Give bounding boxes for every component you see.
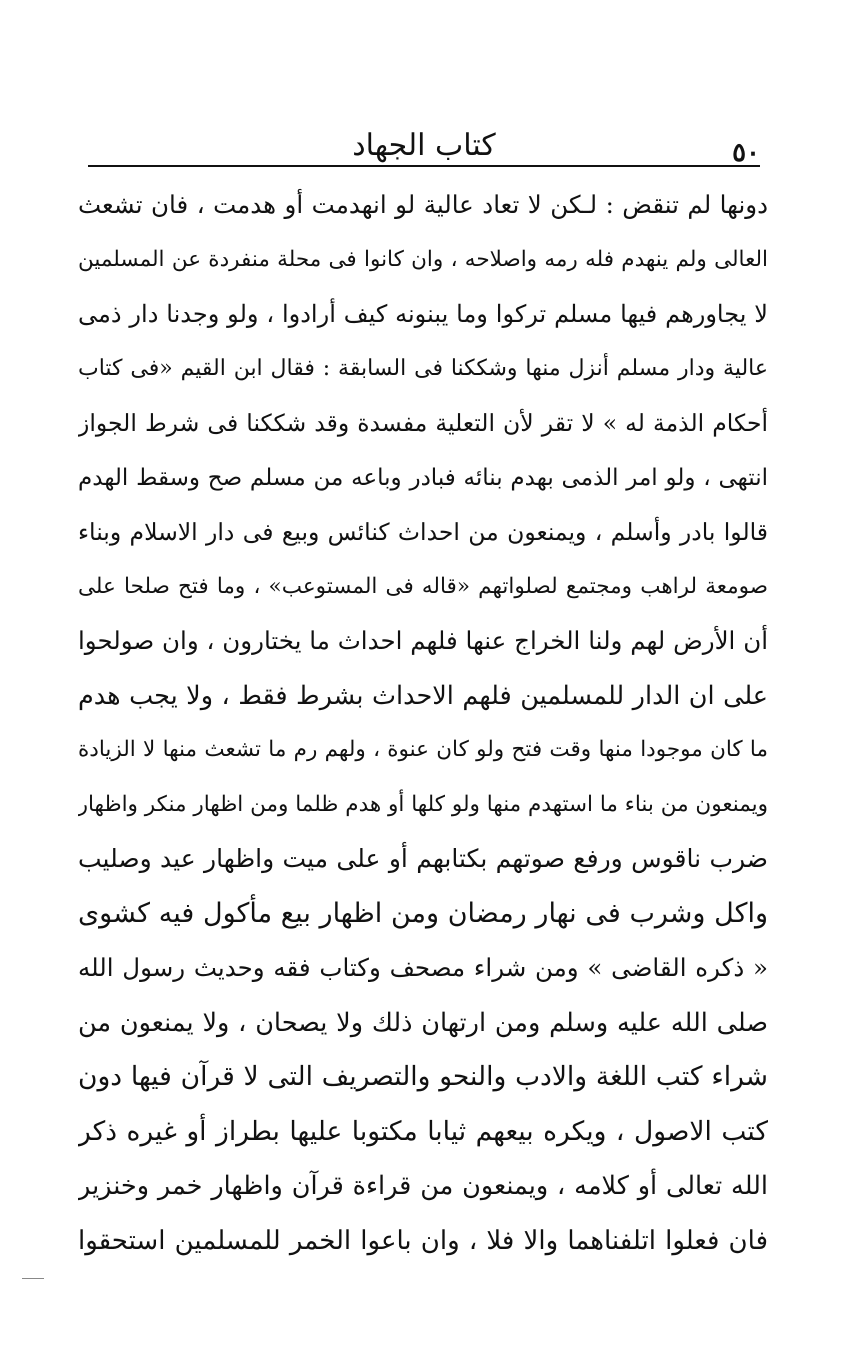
- text-line-11: ما كان موجودا منها وقت فتح ولو كان عنوة ، ولهم رم ما تشعث منها لا الزيادة: [78, 737, 768, 762]
- running-title: كتاب الجهاد: [352, 128, 496, 163]
- text-line-20: فان فعلوا اتلفناهما والا فلا ، وان باعوا الخمر للمسلمين استحقوا: [78, 1225, 768, 1256]
- text-line-5: أحكام الذمة له » لا تقر لأن التعلية مفسدة وقد شككنا فى شرط الجواز: [78, 409, 768, 437]
- text-line-17: شراء كتب اللغة والادب والنحو والتصريف التى لا قرآن فيها دون: [78, 1061, 768, 1092]
- text-line-3: لا يجاورهم فيها مسلم تركوا وما يبنونه كيف أرادوا ، ولو وجدنا دار ذمى: [78, 300, 768, 328]
- text-line-10: على ان الدار للمسلمين فلهم الاحداث بشرط فقط ، ولا يجب هدم: [78, 680, 768, 711]
- text-line-6: انتهى ، ولو امر الذمى بهدم بنائه فبادر وباعه من مسلم صح وسقط الهدم: [78, 464, 768, 491]
- text-line-14: واكل وشرب فى نهار رمضان ومن اظهار بيع مأكول فيه كشوى: [78, 897, 768, 929]
- page-number: ٥٠: [732, 138, 760, 168]
- text-line-7: قالوا بادر وأسلم ، ويمنعون من احداث كنائس وبيع فى دار الاسلام وبناء: [78, 518, 768, 546]
- text-line-19: الله تعالى أو كلامه ، ويمنعون من قراءة قرآن واظهار خمر وخنزير: [78, 1171, 768, 1201]
- body-text: [78, 178, 768, 1268]
- text-line-15: « ذكره القاضى » ومن شراء مصحف وكتاب فقه وحديث رسول الله: [78, 953, 768, 982]
- margin-mark: [22, 1278, 44, 1279]
- text-line-2: العالى ولم ينهدم فله رمه واصلاحه ، وان كانوا فى محلة منفردة عن المسلمين: [78, 246, 768, 272]
- page-header: [88, 120, 760, 170]
- text-line-9: أن الأرض لهم ولنا الخراج عنها فلهم احداث ما يختارون ، وان صولحوا: [78, 626, 768, 655]
- text-line-12: ويمنعون من بناء ما استهدم منها ولو كلها أو هدم ظلما ومن اظهار منكر واظهار: [78, 791, 768, 817]
- text-line-16: صلى الله عليه وسلم ومن ارتهان ذلك ولا يصحان ، ولا يمنعون من: [78, 1007, 768, 1038]
- header-rule: [88, 165, 760, 167]
- text-line-8: صومعة لراهب ومجتمع لصلواتهم «قاله فى المستوعب» ، وما فتح صلحا على: [78, 573, 768, 599]
- text-line-1: دونها لم تنقض : لـكن لا تعاد عالية لو انهدمت أو هدمت ، فان تشعث: [78, 190, 768, 219]
- text-line-4: عالية ودار مسلم أنزل منها وشككنا فى السابقة : فقال ابن القيم «فى كتاب: [78, 355, 768, 381]
- text-line-18: كتب الاصول ، ويكره بيعهم ثيابا مكتوبا عليها بطراز أو غيره ذكر: [78, 1115, 768, 1147]
- text-line-13: ضرب ناقوس ورفع صوتهم بكتابهم أو على ميت واظهار عيد وصليب: [78, 844, 768, 873]
